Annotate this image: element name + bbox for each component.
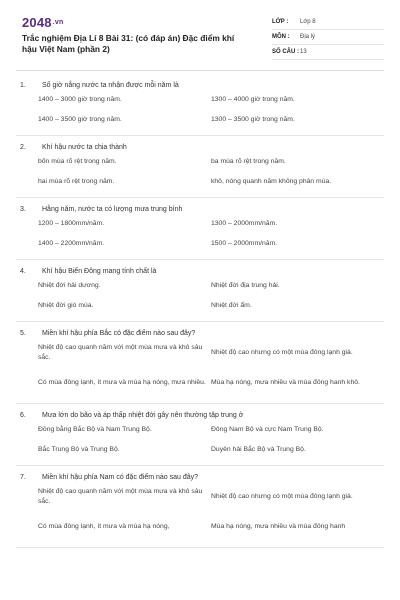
question-item [16, 260, 384, 322]
question-header [16, 198, 384, 219]
answer-options [16, 425, 384, 465]
question-number: 7. [20, 474, 26, 481]
answer-option[interactable] [38, 239, 211, 249]
answer-option[interactable] [38, 281, 211, 291]
meta-value: 13 [300, 49, 307, 55]
question-text: Khí hậu Biển Đông mang tính chất là [42, 268, 157, 275]
question-item [16, 136, 384, 198]
answer-option-text: 1400 – 3500 giờ trong năm. [38, 116, 122, 123]
meta-label: SỐ CÂU : [272, 49, 299, 55]
answer-option[interactable] [38, 115, 211, 125]
answer-option-text: Mùa hạ nóng, mưa nhiều và mùa đông hanh [211, 523, 346, 530]
answer-option[interactable] [38, 445, 211, 455]
answer-option-text: 1300 – 4000 giờ trong năm. [211, 96, 295, 103]
answer-option-text: Mùa hạ nóng, mưa nhiều và mùa đông hanh khô. [211, 379, 360, 386]
answer-option[interactable] [211, 343, 384, 363]
answer-option-text: Nhiệt đới hải dương. [38, 282, 101, 289]
question-header [16, 322, 384, 343]
answer-option[interactable] [211, 281, 384, 291]
answer-option[interactable] [38, 177, 211, 187]
answer-option-text: 1200 – 1800mm/năm. [38, 220, 105, 227]
question-number: 6. [20, 412, 26, 419]
answer-option-text: Nhiệt đới gió mùa. [38, 302, 94, 309]
document-title: Trắc nghiệm Địa Lí 8 Bài 31: (có đáp án) Đặc điểm khí hậu Việt Nam (phần 2) [22, 33, 235, 54]
meta-value: Lớp 8 [300, 19, 316, 25]
header-divider [16, 70, 384, 71]
question-number: 3. [20, 206, 26, 213]
answer-option-text: Nhiệt độ cao quanh năm với một mùa mưa và khô sâu sắc. [38, 488, 203, 505]
question-text: Mưa lớn do bão và áp thấp nhiệt đới gây nên thường tập trung ở [42, 412, 244, 419]
answer-option[interactable] [211, 95, 384, 105]
document-header [16, 12, 384, 64]
answer-option[interactable] [38, 219, 211, 229]
answer-option-text: Nhiệt đới ẩm. [211, 302, 252, 309]
question-header [16, 136, 384, 157]
answer-option-text: hai mùa rõ rệt trong năm. [38, 178, 115, 185]
question-header [16, 466, 384, 487]
question-list [16, 74, 384, 548]
answer-option-text: Có mùa đông lạnh, ít mưa và mùa hạ nóng, mưa nhiều. [38, 379, 206, 386]
question-number: 1. [20, 82, 26, 89]
question-item [16, 198, 384, 260]
answer-options [16, 343, 384, 403]
logo-suffix: .vn [52, 19, 64, 26]
question-number: 4. [20, 268, 26, 275]
answer-option-text: khô, nóng quanh năm không phân mùa. [211, 178, 332, 185]
question-header [16, 74, 384, 95]
question-item [16, 404, 384, 466]
answer-option[interactable] [211, 239, 384, 249]
logo-text: 2048 [22, 15, 52, 30]
meta-value: Địa lý [300, 34, 316, 40]
answer-option[interactable] [211, 425, 384, 435]
answer-option[interactable] [38, 343, 211, 363]
answer-option-text: Nhiệt độ cao quanh năm với một mùa mưa và khô sâu sắc. [38, 344, 203, 361]
question-text: Miền khí hậu phía Bắc có đặc điểm nào sau đây? [42, 330, 196, 337]
meta-label: MÔN : [272, 34, 290, 40]
answer-options [16, 219, 384, 259]
answer-option[interactable] [38, 425, 211, 435]
meta-row-subject [272, 31, 384, 45]
answer-option-text: 1300 – 2000mm/năm. [211, 220, 278, 227]
question-item [16, 74, 384, 136]
site-logo[interactable] [22, 15, 63, 30]
question-item [16, 322, 384, 404]
answer-option-text: Duyên hải Bắc Bộ và Trung Bộ. [211, 446, 306, 453]
answer-option-text: Nhiệt độ cao nhưng có một mùa đông lạnh giá. [211, 349, 353, 356]
answer-option[interactable] [38, 487, 211, 507]
answer-option[interactable] [211, 157, 384, 167]
answer-option-text: Đông Nam Bộ và cực Nam Trung Bộ. [211, 426, 324, 433]
document-meta [272, 16, 384, 61]
question-text: Số giờ nắng nước ta nhận được mỗi năm là [42, 82, 179, 89]
answer-option-text: Nhiệt đới địa trung hải. [211, 282, 280, 289]
meta-label: LỚP : [272, 19, 289, 25]
answer-option[interactable] [211, 219, 384, 229]
meta-row-count [272, 46, 384, 60]
answer-option-text: 1400 – 2200mm/năm. [38, 240, 105, 247]
question-header [16, 260, 384, 281]
answer-options [16, 95, 384, 135]
answer-option[interactable] [38, 157, 211, 167]
answer-option-text: Nhiệt độ cao nhưng có một mùa đông lạnh giá. [211, 493, 353, 500]
answer-option[interactable] [211, 445, 384, 455]
answer-option[interactable] [38, 95, 211, 105]
question-divider [16, 547, 384, 548]
answer-option-text: 1500 – 2000mm/năm. [211, 240, 278, 247]
answer-option[interactable] [38, 373, 211, 393]
question-text: Khí hậu nước ta chia thành [42, 144, 127, 151]
answer-option-text: Có mùa đông lạnh, ít mưa và mùa hạ nóng, [38, 523, 170, 530]
question-item [16, 466, 384, 548]
answer-options [16, 487, 384, 547]
answer-option[interactable] [38, 301, 211, 311]
question-header [16, 404, 384, 425]
answer-option-text: 1400 – 3000 giờ trong năm. [38, 96, 122, 103]
answer-option[interactable] [211, 373, 384, 393]
answer-option[interactable] [211, 115, 384, 125]
answer-option[interactable] [211, 177, 384, 187]
answer-option-text: Đồng bằng Bắc Bộ và Nam Trung Bộ. [38, 426, 152, 433]
question-text: Hằng năm, nước ta có lượng mưa trung bình [42, 206, 183, 213]
answer-option-text: 1300 – 3500 giờ trong năm. [211, 116, 295, 123]
question-text: Miền khí hậu phía Nam có đặc điểm nào sau đây? [42, 474, 199, 481]
answer-option[interactable] [38, 517, 211, 537]
answer-option[interactable] [211, 517, 384, 537]
question-number: 2. [20, 144, 26, 151]
answer-option[interactable] [211, 487, 384, 507]
question-number: 5. [20, 330, 26, 337]
answer-options [16, 281, 384, 321]
answer-option[interactable] [211, 301, 384, 311]
answer-option-text: Bắc Trung Bộ và Trung Bộ. [38, 446, 120, 453]
meta-row-class [272, 16, 384, 30]
answer-options [16, 157, 384, 197]
answer-option-text: bốn mùa rõ rệt trong năm. [38, 158, 117, 165]
answer-option-text: ba mùa rõ rệt trong năm. [211, 158, 286, 165]
